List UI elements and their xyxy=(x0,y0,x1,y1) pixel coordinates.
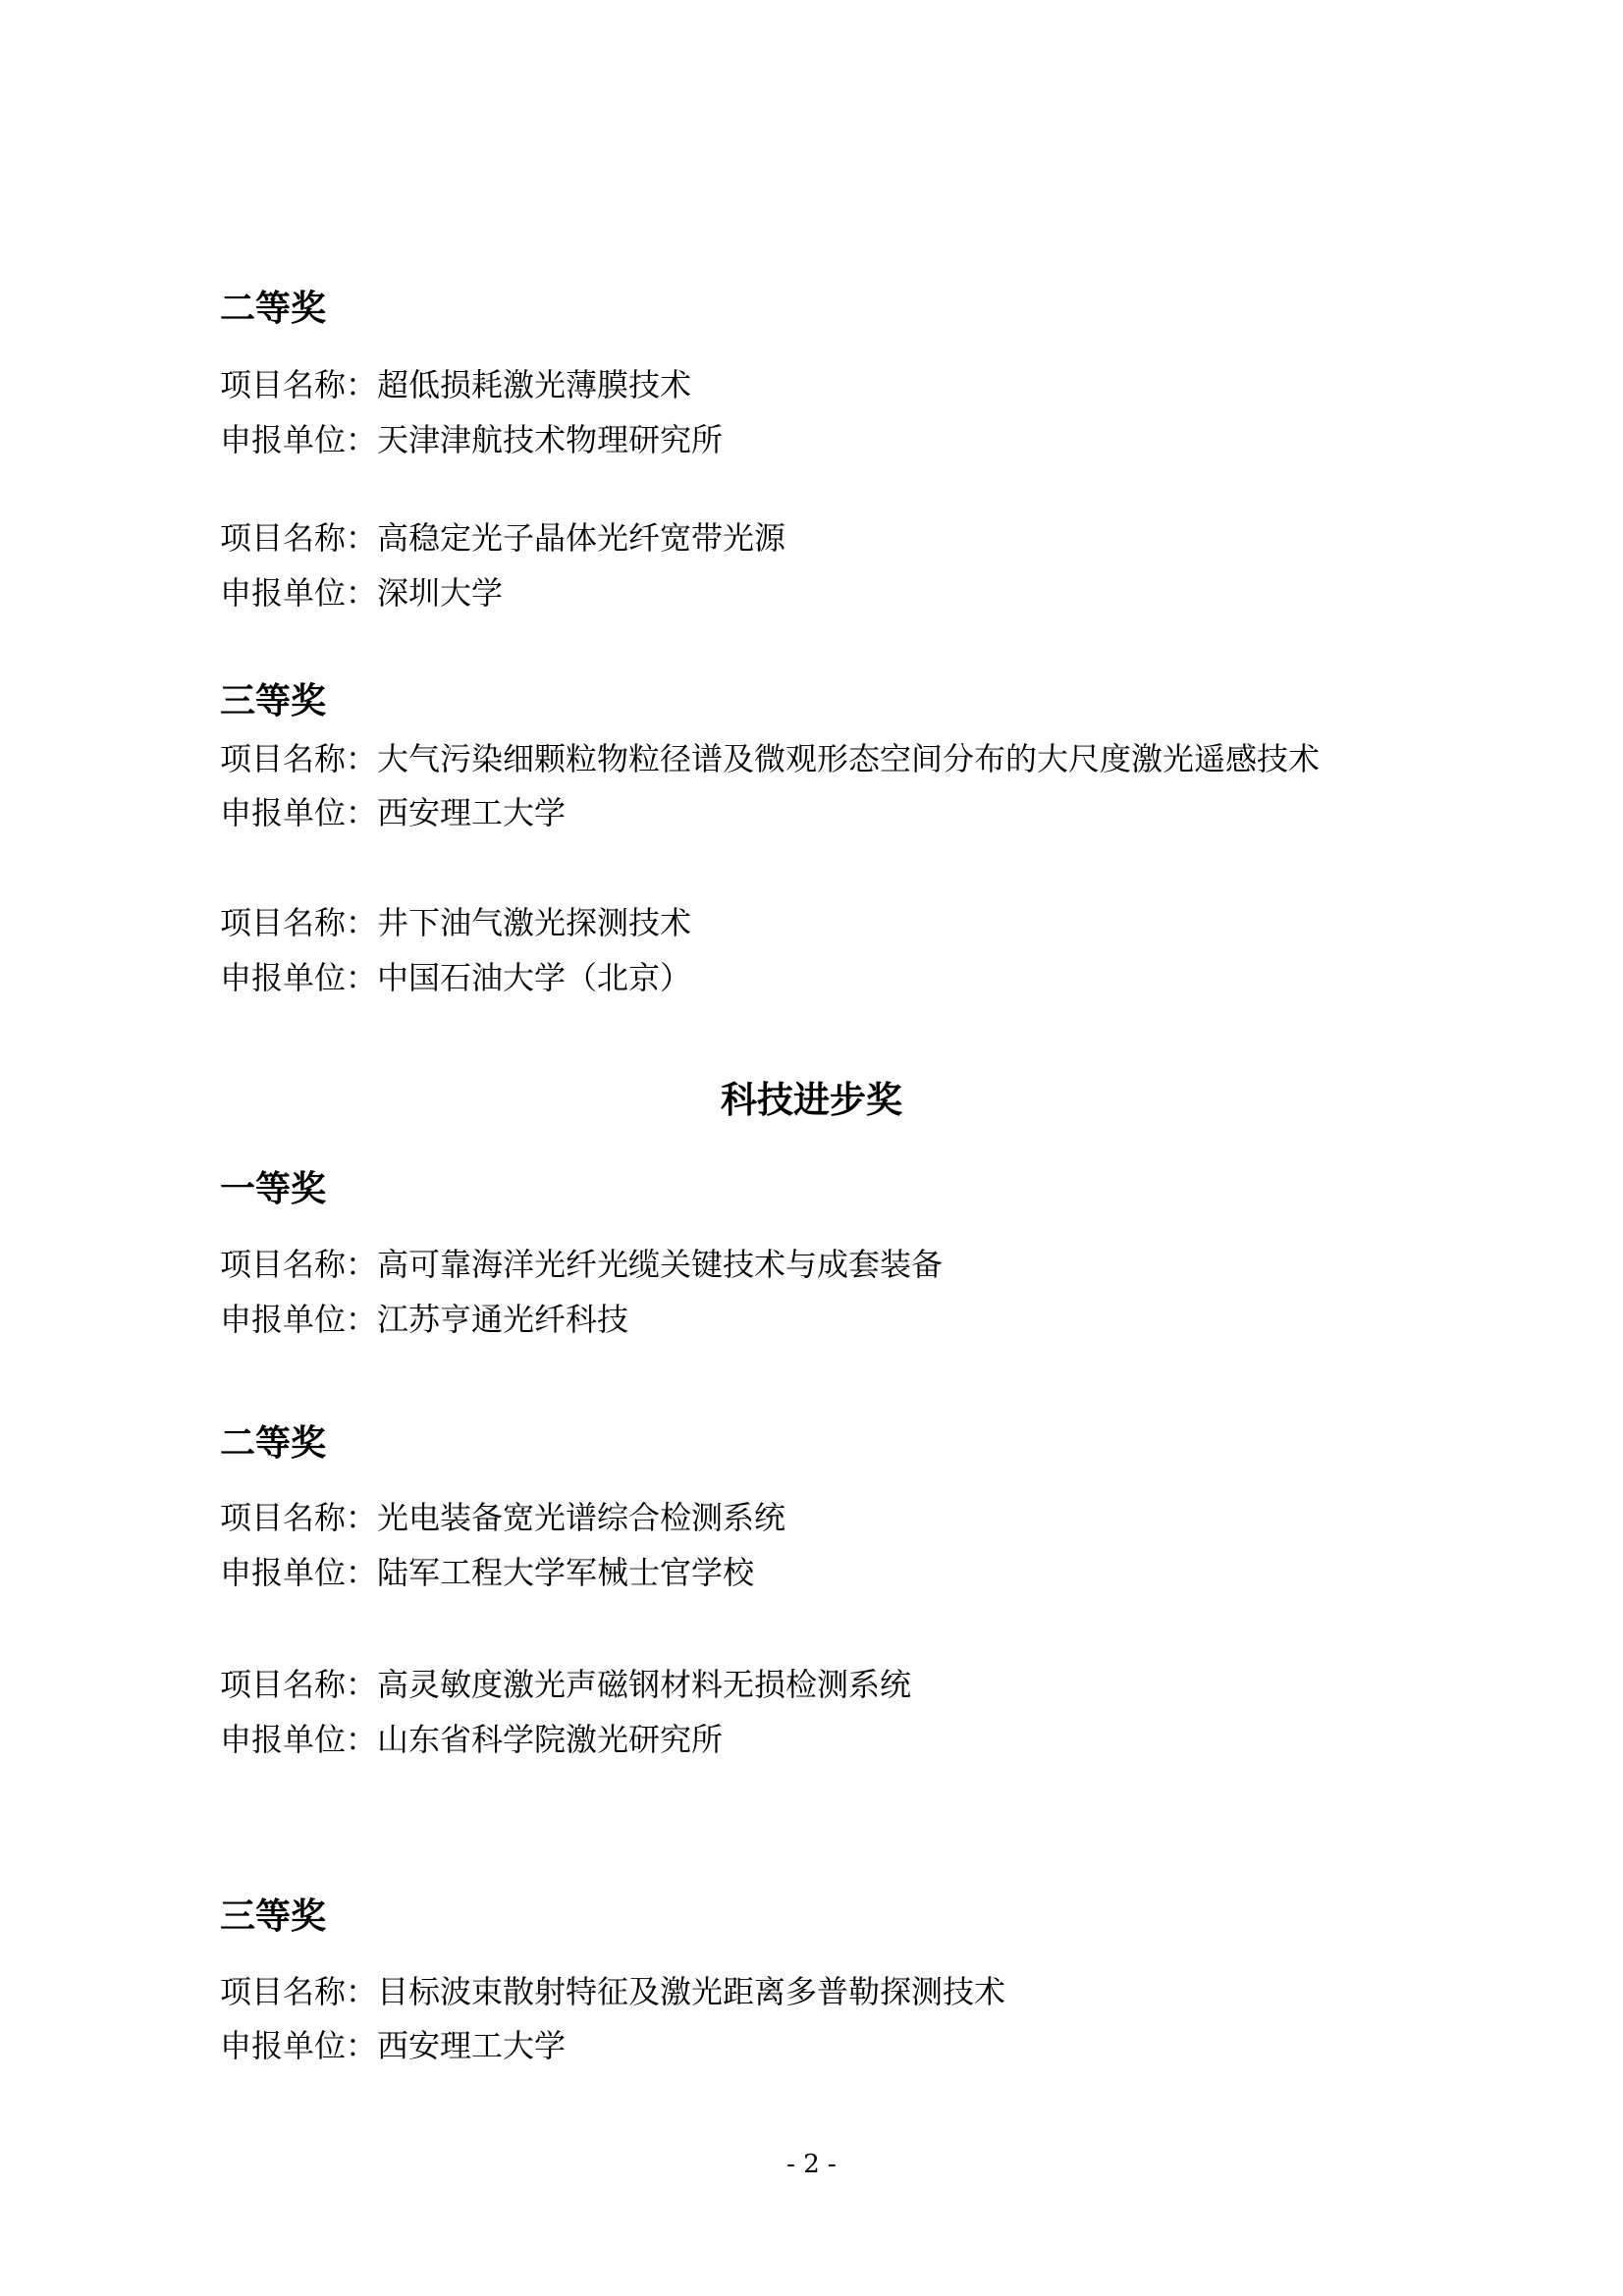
award-heading: 三等奖 xyxy=(220,1896,327,1937)
award-heading: 二等奖 xyxy=(220,288,327,329)
project-name: 项目名称：高稳定光子晶体光纤宽带光源 xyxy=(220,519,786,557)
award-heading: 一等奖 xyxy=(220,1168,327,1209)
applicant-unit: 申报单位：陆军工程大学军械士官学校 xyxy=(220,1554,755,1591)
project-name: 项目名称：高灵敏度激光声磁钢材料无损检测系统 xyxy=(220,1666,912,1703)
applicant-unit: 申报单位：天津津航技术物理研究所 xyxy=(220,421,724,458)
page-number: - 2 - xyxy=(786,2150,837,2179)
applicant-unit: 申报单位：江苏亨通光纤科技 xyxy=(220,1301,629,1338)
applicant-unit: 申报单位：西安理工大学 xyxy=(220,2027,567,2064)
project-name: 项目名称：大气污染细颗粒物粒径谱及微观形态空间分布的大尺度激光遥感技术 xyxy=(220,740,1321,777)
award-heading: 二等奖 xyxy=(220,1422,327,1464)
project-name: 项目名称：光电装备宽光谱综合检测系统 xyxy=(220,1499,786,1536)
applicant-unit: 申报单位：山东省科学院激光研究所 xyxy=(220,1721,724,1758)
applicant-unit: 申报单位：深圳大学 xyxy=(220,574,504,612)
applicant-unit: 申报单位：西安理工大学 xyxy=(220,794,567,831)
project-name: 项目名称：高可靠海洋光纤光缆关键技术与成套装备 xyxy=(220,1246,944,1283)
award-heading: 三等奖 xyxy=(220,680,327,721)
project-name: 项目名称：目标波束散射特征及激光距离多普勒探测技术 xyxy=(220,1973,1006,2010)
section-title: 科技进步奖 xyxy=(721,1078,902,1121)
project-name: 项目名称：井下油气激光探测技术 xyxy=(220,904,692,941)
project-name: 项目名称：超低损耗激光薄膜技术 xyxy=(220,366,692,403)
applicant-unit: 申报单位：中国石油大学（北京） xyxy=(220,959,692,996)
